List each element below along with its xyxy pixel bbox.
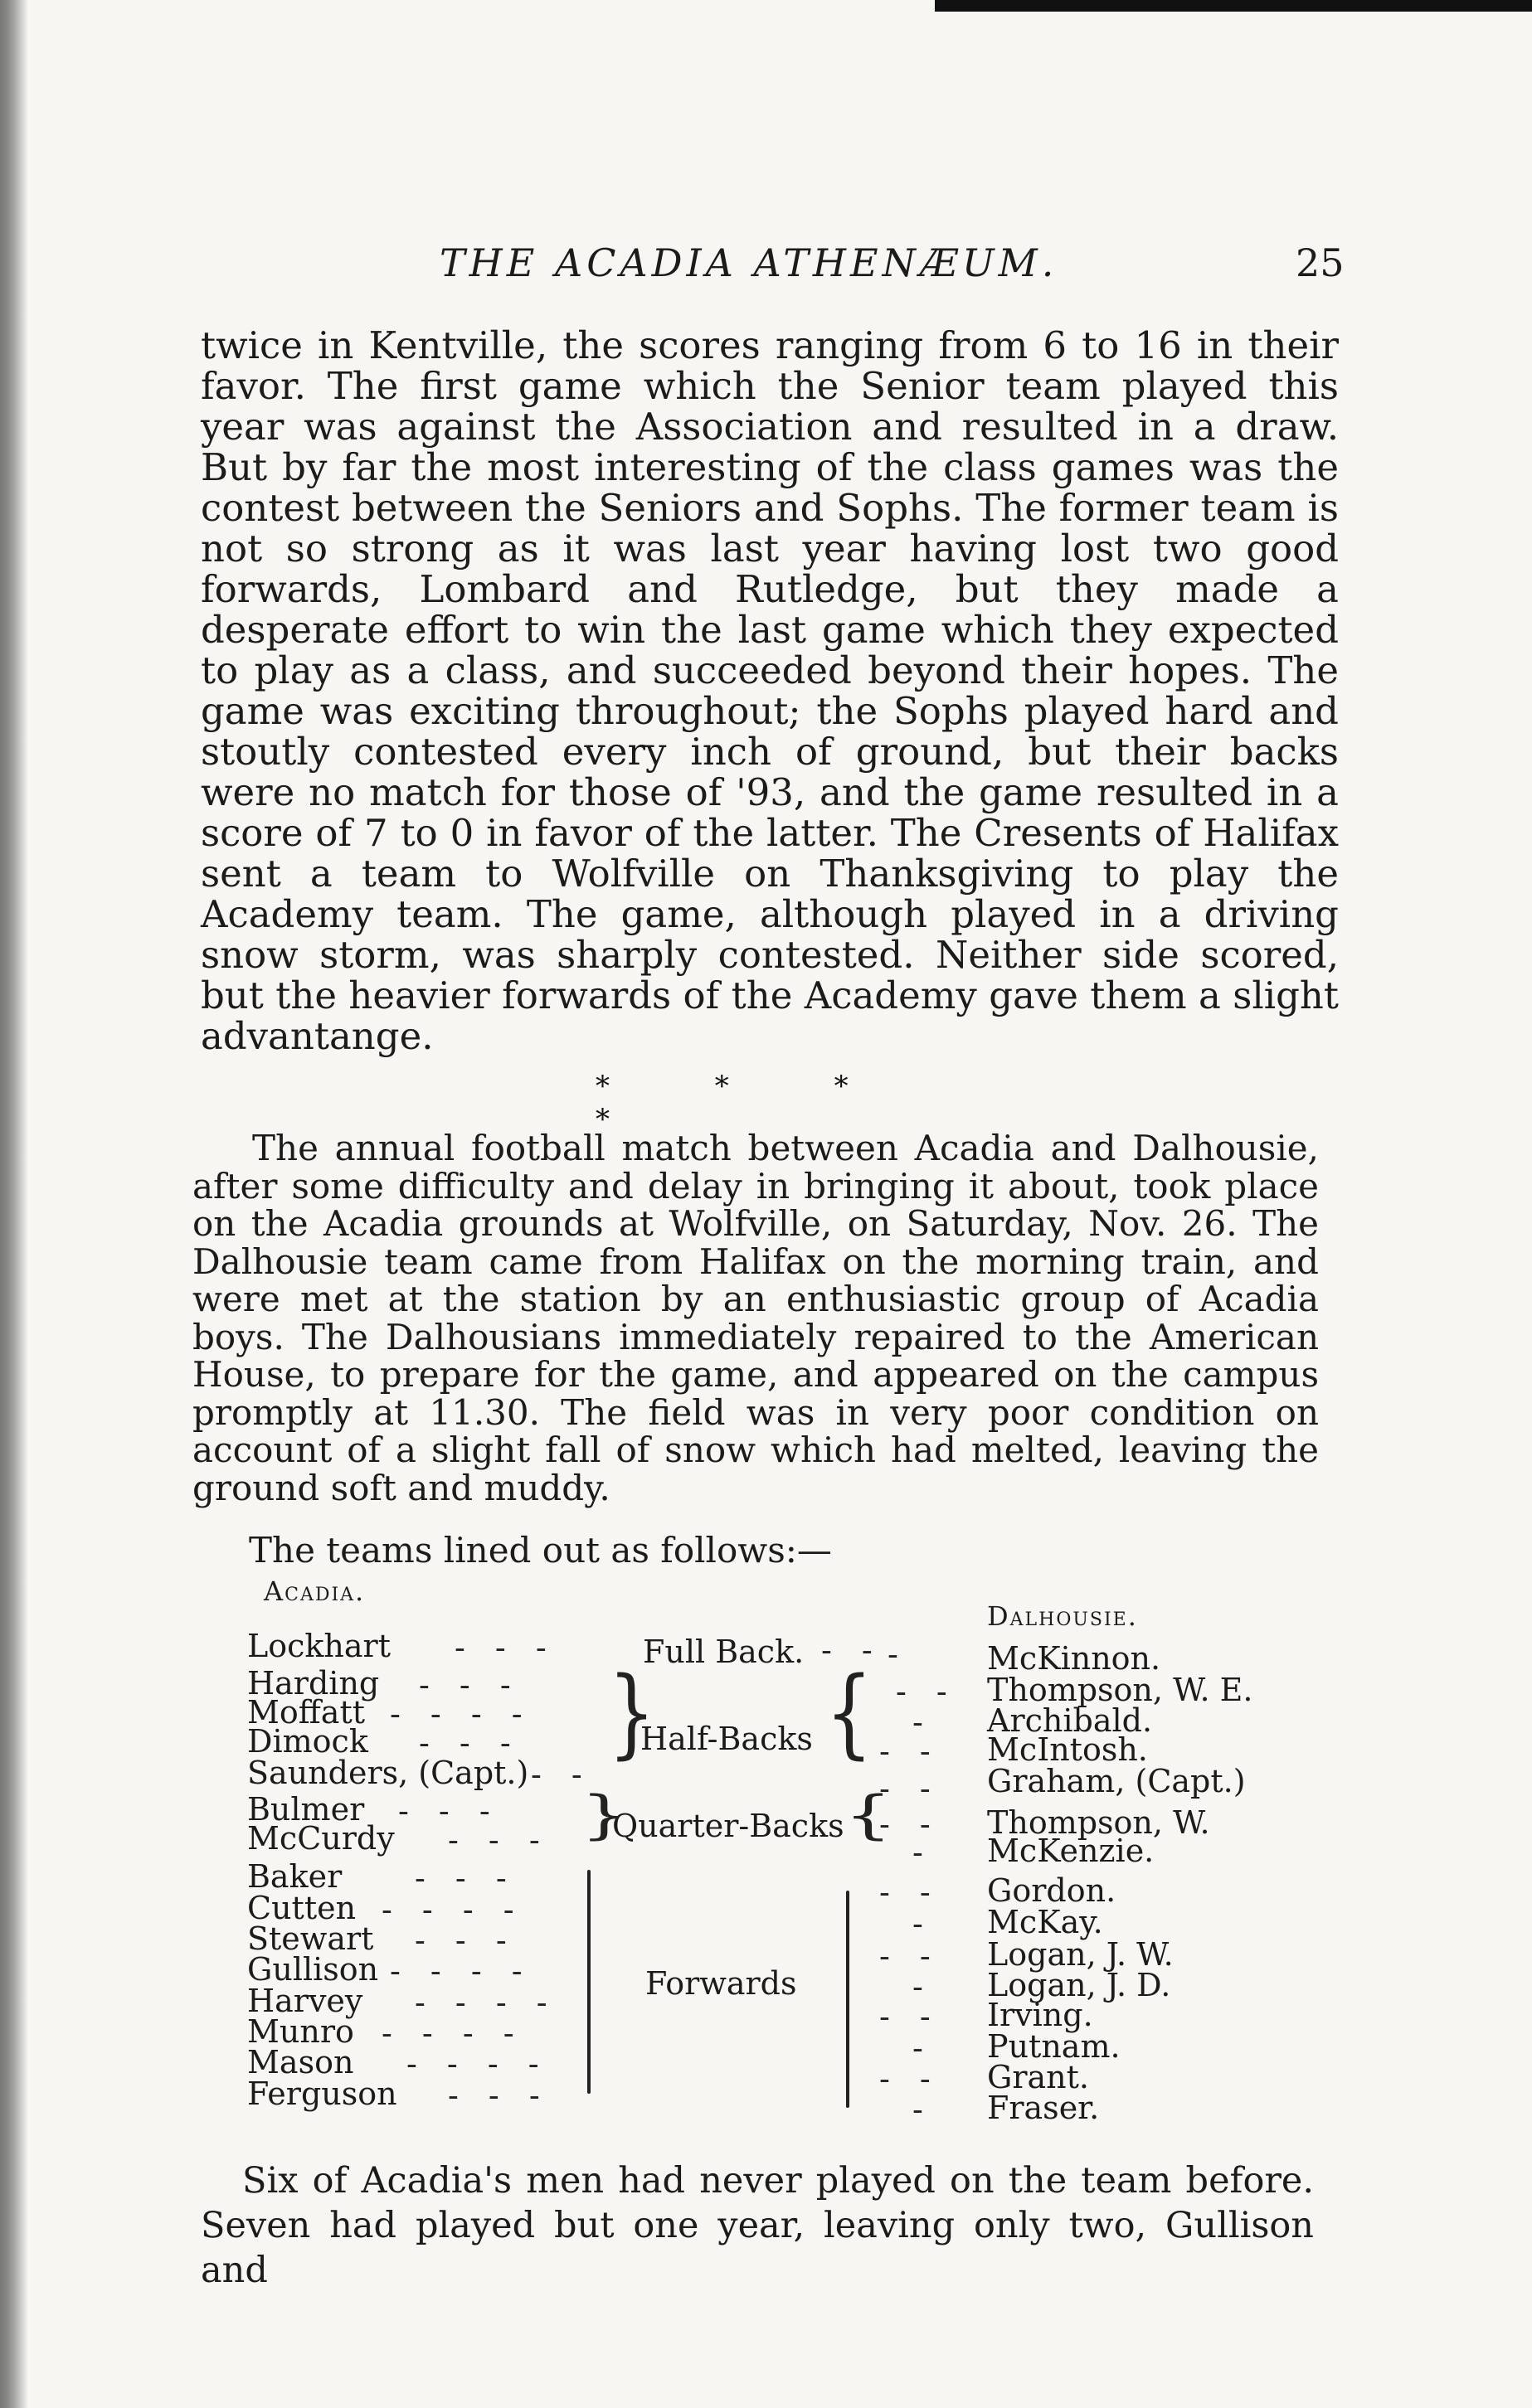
position-forwards: Forwards xyxy=(645,1965,797,2002)
paragraph-team-experience: Six of Acadia's men had never played on the team before. Seven had played but one year, leaving only two, Gullison and xyxy=(201,2160,1314,2291)
dalhousie-player: Logan, J. W. xyxy=(987,1936,1174,1973)
brace-left-half-backs: } xyxy=(608,1656,656,1770)
dash-leader: - - - xyxy=(419,1725,521,1761)
dash-leader: - - xyxy=(531,1756,592,1793)
dash-leader: - - xyxy=(879,1806,941,1842)
dash-leader: - - - - xyxy=(390,1696,533,1732)
dalhousie-header: Dalhousie. xyxy=(987,1600,1138,1632)
running-title: THE ACADIA ATHENÆUM. xyxy=(440,240,1058,285)
dash-leader: - xyxy=(912,1969,933,2005)
dalhousie-player: McKinnon. xyxy=(987,1640,1161,1677)
dalhousie-player: McKay. xyxy=(987,1904,1103,1940)
section-separator: * * * * xyxy=(596,1070,897,1136)
dash-leader: - - xyxy=(879,1770,941,1807)
position-full-back: Full Back. xyxy=(643,1634,805,1670)
dalhousie-player: Gordon. xyxy=(987,1872,1116,1909)
dalhousie-player: Irving. xyxy=(987,1997,1093,2033)
brace-right-forwards xyxy=(846,1891,849,2108)
position-half-backs: Half-Backs xyxy=(640,1721,813,1757)
acadia-player: Munro xyxy=(247,2013,354,2050)
page-header xyxy=(0,240,1532,307)
dash-leader: - xyxy=(888,1636,908,1672)
acadia-player: Lockhart xyxy=(247,1628,391,1664)
dash-leader: - xyxy=(912,2091,933,2128)
dash-leader: - xyxy=(912,1906,933,1942)
dalhousie-player: Archibald. xyxy=(987,1702,1153,1739)
acadia-player: Mason xyxy=(247,2044,354,2080)
dalhousie-player: Putnam. xyxy=(987,2028,1121,2065)
acadia-player: Gullison xyxy=(247,1951,379,1988)
acadia-player: Moffatt xyxy=(247,1694,365,1731)
acadia-player: Dimock xyxy=(247,1723,368,1760)
dalhousie-player: Logan, J. D. xyxy=(987,1967,1171,2003)
dash-leader: - - - xyxy=(448,1822,550,1858)
dash-leader: - - - xyxy=(419,1667,521,1703)
dash-leader: - xyxy=(912,2030,933,2066)
dash-leader: - - xyxy=(879,1733,941,1770)
acadia-player: McCurdy xyxy=(247,1820,395,1857)
dash-leader: - - - xyxy=(448,2077,550,2114)
dash-leader: - - - - xyxy=(406,2046,549,2082)
paragraph-dalhousie-match: The annual football match between Acadia and Dalhousie, after some difficulty and delay in bringing it about, took place on the Acadia grounds at Wolfville, on Saturday, Nov. 26. The Dalhousie team came from Halifax on the morning train, and were met at the station by an enthusiastic group of Acadia boys. The Dalhousians immediately repaired to the American House, to prepare for the game, and appeared on the campus promptly at 11.30. The field was in very poor condition on account of a slight fall of snow which had melted, leaving the ground soft and muddy. xyxy=(192,1128,1319,1508)
dalhousie-player: McKenzie. xyxy=(987,1833,1155,1869)
dash-leader: - - xyxy=(879,1874,941,1910)
dash-leader: - - - xyxy=(415,1922,517,1959)
dalhousie-player: Thompson, W. xyxy=(987,1804,1210,1841)
dash-leader: - - xyxy=(821,1632,883,1668)
dash-leader: - - - xyxy=(415,1860,517,1896)
dalhousie-player: Grant. xyxy=(987,2059,1089,2095)
position-quarter-backs: Quarter-Backs xyxy=(612,1808,844,1844)
dash-leader: - - xyxy=(896,1673,957,1710)
dash-leader: - xyxy=(912,1704,933,1740)
brace-right-half-backs: { xyxy=(825,1656,873,1770)
dash-leader: - - - - xyxy=(390,1953,533,1989)
dash-leader: - - - - xyxy=(382,1891,524,1928)
acadia-player: Cutten xyxy=(247,1890,357,1926)
brace-right-quarter-backs: { xyxy=(844,1784,892,1846)
team-lineup xyxy=(0,1575,1532,2139)
paragraph-class-games: twice in Kentville, the scores ranging from 6 to 16 in their favor. The first game which the Senior team played this year was against the Association and resulted in a draw. But by far the most interesting of the class games was the contest between the Seniors and Sophs. The former team is not so strong as it was last year having lost two good forwards, Lombard and Rutledge, but they made a desperate effort to win the last game which they expected to play as a class, and succeeded beyond their hopes. The game was exciting throughout; the Sophs played hard and stoutly contested every inch of ground, but their backs were no match for those of '93, and the game resulted in a score of 7 to 0 in favor of the latter. The Cresents of Halifax sent a team to Wolfville on Thanksgiving to play the Academy team. The game, although played in a driving snow storm, was sharply contested. Neither side scored, but the heavier forwards of the Academy gave them a slight advantange. xyxy=(201,323,1339,1058)
acadia-player: Bulmer xyxy=(247,1791,365,1828)
brace-left-forwards xyxy=(587,1870,591,2094)
acadia-player: Stewart xyxy=(247,1920,374,1957)
dash-leader: - - - xyxy=(455,1629,557,1666)
dash-leader: - xyxy=(912,1834,933,1871)
teams-intro: The teams lined out as follows:— xyxy=(249,1530,832,1571)
acadia-player: Ferguson xyxy=(247,2075,397,2112)
dash-leader: - - - - xyxy=(382,2015,524,2051)
acadia-header: Acadia. xyxy=(264,1575,366,1607)
brace-left-quarter-backs: } xyxy=(581,1784,629,1846)
dalhousie-player: Fraser. xyxy=(987,2090,1100,2126)
dash-leader: - - xyxy=(879,2061,941,2097)
dash-leader: - - - xyxy=(398,1793,500,1829)
dalhousie-player: Graham, (Capt.) xyxy=(987,1763,1246,1799)
dash-leader: - - xyxy=(879,1998,941,2035)
acadia-player: Harding xyxy=(247,1665,380,1702)
acadia-player: Baker xyxy=(247,1858,343,1895)
acadia-player: Saunders, (Capt.) xyxy=(247,1755,529,1791)
scan-corner-mark xyxy=(935,0,1532,12)
page-number: 25 xyxy=(1296,240,1345,285)
dalhousie-player: McIntosh. xyxy=(987,1731,1148,1768)
acadia-player: Harvey xyxy=(247,1983,363,2019)
dash-leader: - - - - xyxy=(415,1984,557,2021)
dash-leader: - - xyxy=(879,1938,941,1974)
dalhousie-player: Thompson, W. E. xyxy=(987,1672,1253,1708)
